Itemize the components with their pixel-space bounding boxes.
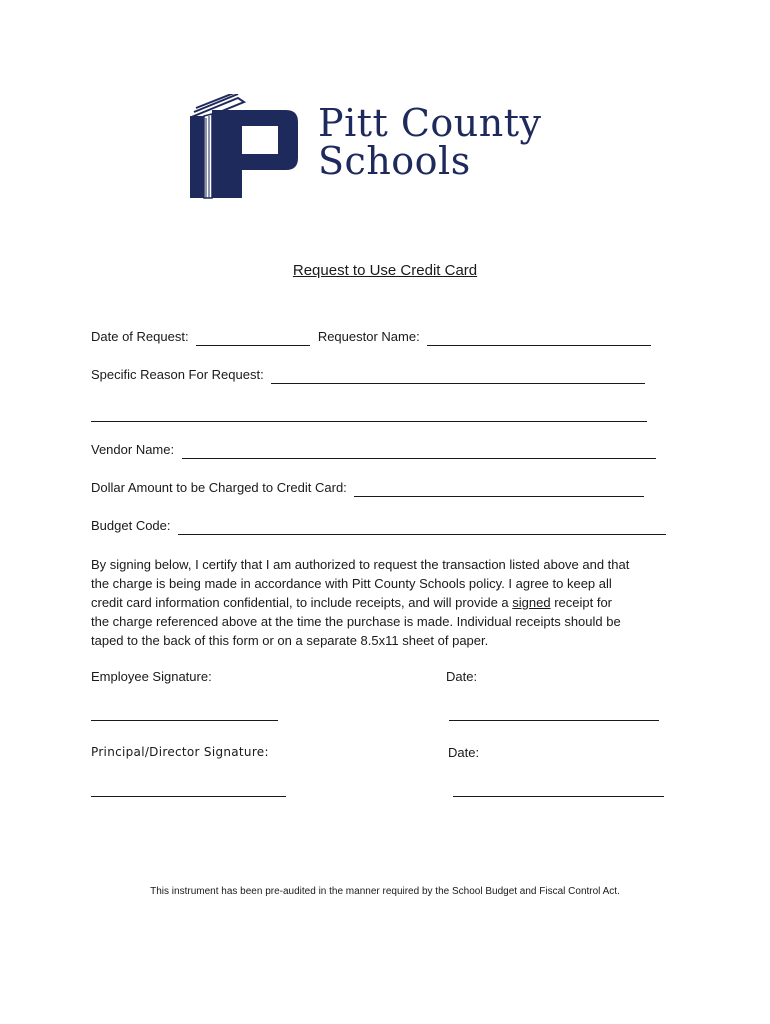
book-logo-icon [168, 94, 308, 204]
reason-field-line2[interactable] [91, 407, 647, 422]
form-title: Request to Use Credit Card [292, 262, 478, 279]
principal-date-label: Date: [448, 745, 480, 760]
certification-line1: By signing below, I certify that I am authorized to request the transaction listed above and that [91, 557, 630, 572]
date-of-request-label: Date of Request: [91, 329, 189, 344]
reason-row [91, 366, 645, 384]
budget-code-label: Budget Code: [91, 518, 171, 533]
certification-line5: taped to the back of this form or on a separate 8.5x11 sheet of paper. [91, 633, 489, 648]
budget-code-row [91, 517, 666, 535]
vendor-name-field[interactable] [182, 444, 656, 459]
principal-signature-line[interactable] [91, 796, 286, 797]
employee-signature-label: Employee Signature: [91, 669, 212, 684]
vendor-row [91, 441, 656, 459]
employee-date-line[interactable] [449, 720, 659, 721]
principal-date-line[interactable] [453, 796, 664, 797]
requestor-name-field[interactable] [427, 331, 651, 346]
pre-audit-footer: This instrument has been pre-audited in the manner required by the School Budget and Fiscal Control Act. [150, 886, 620, 897]
certification-line3: credit card information confidential, to include receipts, and will provide a signed receipt for [91, 595, 613, 610]
reason-continuation-row [91, 404, 647, 422]
reason-label: Specific Reason For Request: [91, 367, 264, 382]
certification-line2: the charge is being made in accordance with Pitt County Schools policy. I agree to keep all [91, 576, 612, 591]
requestor-name-label: Requestor Name: [317, 329, 420, 344]
date-of-request-field[interactable] [196, 331, 310, 346]
pitt-county-schools-logo [168, 94, 592, 204]
amount-row [91, 479, 644, 497]
certification-paragraph [91, 555, 681, 650]
dollar-amount-label: Dollar Amount to be Charged to Credit Card: [91, 480, 347, 495]
signed-emphasis: signed [512, 595, 551, 610]
reason-field[interactable] [271, 369, 645, 384]
logo-text-line1: Pitt County [318, 101, 542, 145]
employee-date-label: Date: [446, 669, 478, 684]
dollar-amount-field[interactable] [354, 482, 644, 497]
certification-line4: the charge referenced above at the time the purchase is made. Individual receipts should be [91, 614, 621, 629]
principal-signature-label: Principal/Director Signature: [91, 745, 269, 759]
logo-text-line2: Schools [318, 139, 471, 183]
vendor-name-label: Vendor Name: [91, 442, 175, 457]
employee-signature-line[interactable] [91, 720, 278, 721]
date-requestor-row [91, 328, 651, 346]
budget-code-field[interactable] [178, 520, 666, 535]
